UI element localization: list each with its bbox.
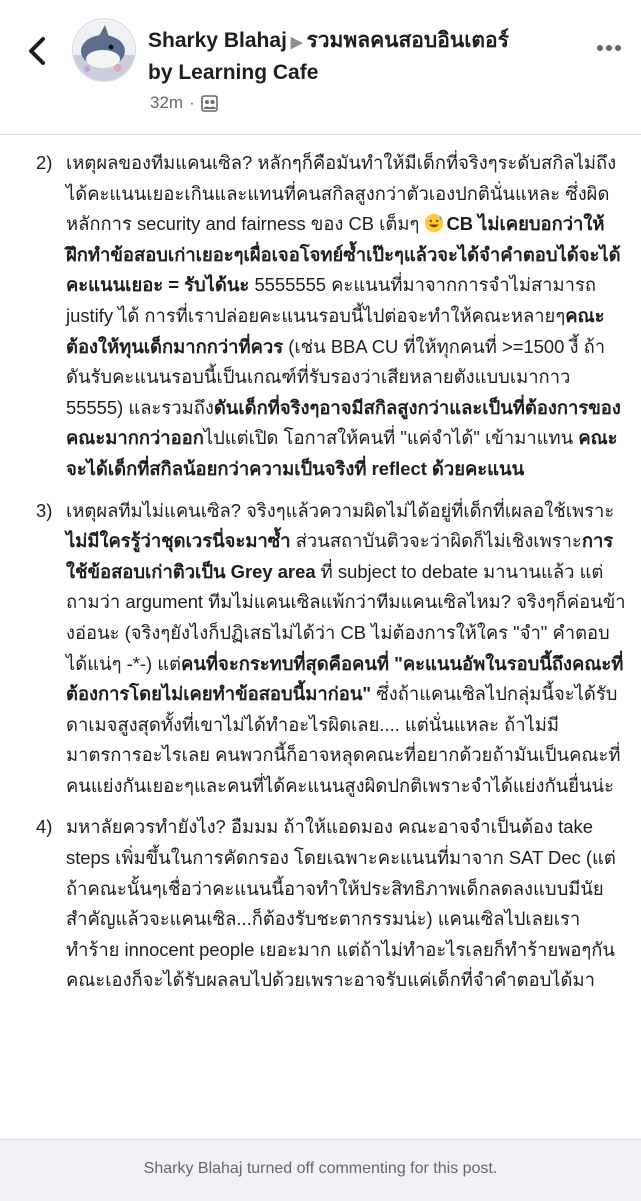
text-bold: การใช้ข้อสอบเก่าติวเป็น Grey area	[66, 530, 614, 582]
comments-off-footer	[0, 1139, 641, 1201]
paragraph-number: 3)	[36, 499, 53, 521]
text-bold: CB ไม่เคยบอกว่าให้ฝึกทำข้อสอบเก่าเยอะๆเผื่อเจอโจทย์ซ้ำเป๊ะๆแล้วจะได้จำคำตอบได้จะได้คะแนนเยอะ = รับได้นะ	[66, 213, 621, 296]
comments-disabled-notice: Sharky Blahaj turned off commenting for this post.	[143, 1160, 498, 1177]
text-run: เหตุผลทีมไม่แคนเซิล? จริงๆแล้วความผิดไม่ได้อยู่ที่เด็กที่เผลอใช้เพราะ	[66, 499, 615, 521]
post-header	[0, 0, 641, 110]
text-run: เหตุผลของทีมแคนเซิล? หลักๆก็คือมันทำให้มีเด็กที่จริงๆระดับสกิลไม่ถึงได้คะแนนเยอะเกินและแทนที่คนสกิลสูงกว่าตัวเองปกตินั่นแหละ ซึ่งผิดหลักการ security and fairness ของ CB เต็มๆ	[66, 152, 617, 235]
text-bold: ดันเด็กที่จริงๆอาจมีสกิลสูงกว่าและเป็นที่ต้องการของคณะมากกว่าออก	[66, 396, 621, 449]
more-dots-icon	[596, 44, 622, 52]
paragraph-text	[66, 812, 626, 996]
group-name[interactable]: รวมพลคนสอบอินเตอร์	[306, 29, 509, 52]
chevron-left-icon	[26, 36, 48, 66]
grinning-sweat-emoji-icon	[424, 213, 444, 233]
paragraph-number: 2)	[36, 152, 53, 173]
paragraph-number: 4)	[36, 816, 53, 838]
post-paragraph-3	[36, 496, 626, 802]
paragraph-text	[66, 496, 626, 802]
paragraph-text	[66, 148, 626, 485]
back-button[interactable]	[20, 34, 54, 68]
post-meta	[150, 92, 218, 114]
text-run: มหาลัยควรทำยังไง? อืมมม ถ้าให้แอดมอง คณะอาจจำเป็นต้อง take steps เพิ่มขึ้นในการคัดกรอง โดยเฉพาะคะแนนที่มาจาก SAT Dec (แต่ถ้าคณะนั้นๆเชื่อว่าคะแนนนี้อาจทำให้ประสิทธิภาพเด็กลดลงแบบมีนัยสำคัญแล้วจะแคนเซิล...ก็ต้องรับชะตากรรมน่ะ) แคนเซิลไปเลยเราทำร้าย innocent people เยอะมาก แต่ถ้าไม่ทำอะไรเลยก็ทำร้ายพอๆกัน คณะเองก็จะได้รับผลลบไปด้วยเพราะอาจรับแค่เด็กที่จำคำตอบได้มา	[66, 816, 616, 991]
text-run: ส่วนสถาบันติวจะว่าผิดก็ไม่เชิงเพราะ	[290, 530, 582, 552]
author-avatar[interactable]	[72, 18, 136, 82]
text-run: 5555555 คะแนนที่มาจากการจำไม่สามารถ justify ได้ การที่เราปล่อยคะแนนรอบนี้ไปต่อจะทำให้คณะหลายๆ	[66, 274, 596, 326]
group-name-line2[interactable]: by Learning Cafe	[148, 61, 319, 84]
author-name[interactable]: Sharky Blahaj	[148, 29, 287, 52]
post-title	[148, 26, 568, 88]
text-run: (เช่น BBA CU ที่ให้ทุกคนที่ >=1500 งี้ ถ้าดันรับคะแนนรอบนี้เป็นเกณฑ์ที่รับรองว่าเสียหลายตังแบบเมากาว 55555) และรวมถึง	[66, 335, 606, 418]
post-body	[36, 148, 626, 1007]
text-run: ไปแต่เปิด โอกาสให้คนที่ "แค่จำได้" เข้ามาแทน	[203, 427, 579, 449]
text-bold: คนที่จะกระทบที่สุดคือคนที่ "คะแนนอัพในรอบนี้ถึงคณะที่ต้องการโดยไม่เคยทำข้อสอบนี้มาก่อน"	[66, 652, 624, 705]
shark-avatar-image	[73, 19, 135, 81]
post-time[interactable]: 32m	[150, 93, 184, 112]
text-run: ซึ่งถ้าแคนเซิลไปกลุ่มนี้จะได้รับดาเมจสูงสุดทั้งที่เขาไม่ได้ทำอะไรผิดเลย.... แต่นั่นแหละ ถ้าไม่มีมาตรการอะไรเลย คนพวกนี้ก็อาจหลุดคณะที่อยากด้วยถ้ามันเป็นคณะที่คนแย่งกันเยอะๆและคนที่ได้คะแนนสูงผิดปกติเพราะจำได้แย่งกันยื่นน่ะ	[66, 683, 621, 796]
post-paragraph-4	[36, 812, 626, 996]
header-divider	[0, 134, 641, 135]
text-bold: คณะต้องให้ทุนเด็กมากกว่าที่ควร	[66, 304, 605, 357]
text-run: ที่ subject to debate มานานแล้ว แต่ถามว่า argument ทีมไม่แคนเซิลแพ้กว่าทีมแคนเซิลไหม? จริงๆก็ค่อนข้างอ่อนะ (จริงๆยังไงก็ปฏิเสธไม่ได้ว่า CB ไม่ต้องการให้ใคร "จำ" คำตอบได้แน่ๆ -*-) แต่	[66, 560, 626, 674]
separator-dot: ·	[189, 93, 195, 112]
text-bold: ไม่มีใครรู้ว่าชุดเวรนี่จะมาซ้ำ	[66, 530, 291, 552]
more-options-button[interactable]	[594, 36, 624, 60]
text-bold: คณะจะได้เด็กที่สกิลน้อยกว่าความเป็นจริงที่ reflect ด้วยคะแนน	[66, 427, 618, 479]
arrow-right-icon: ▶	[290, 34, 303, 51]
group-audience-icon	[201, 95, 218, 112]
post-paragraph-2	[36, 148, 626, 485]
